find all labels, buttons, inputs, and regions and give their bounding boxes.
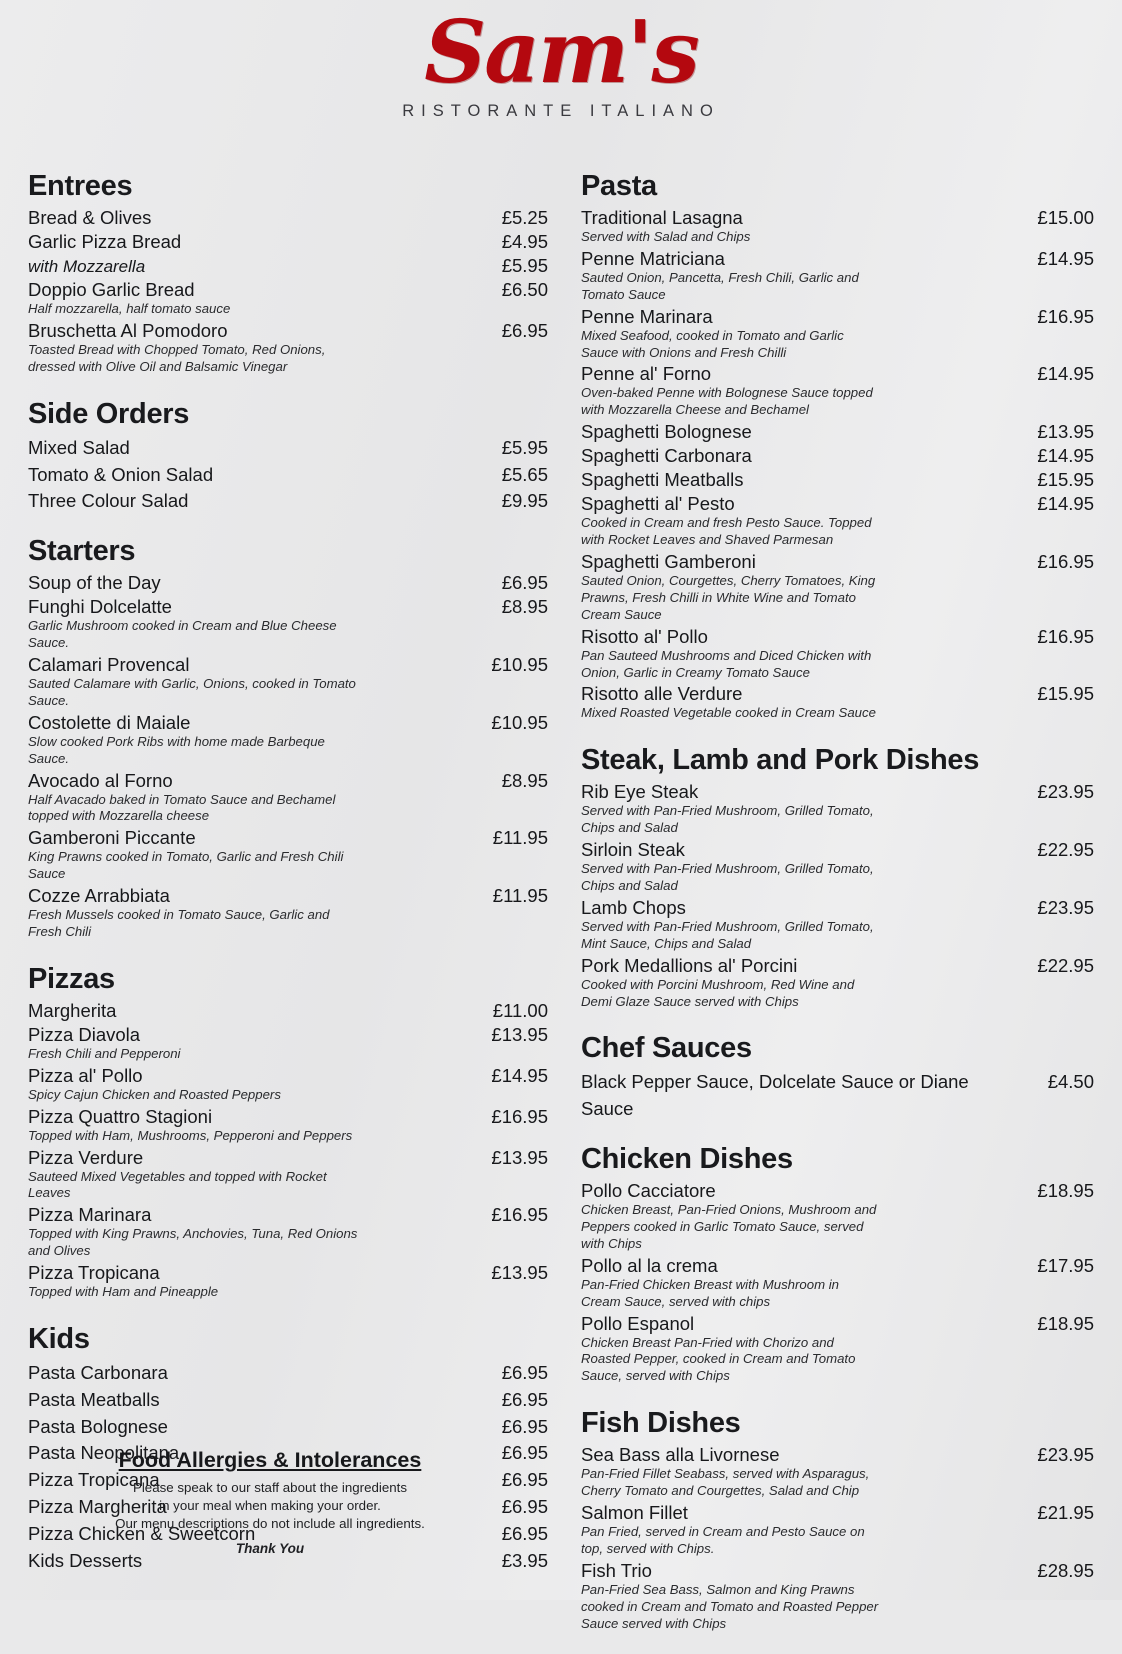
menu-item-description: Cooked with Porcini Mushroom, Red Wine and Demi Glaze Sauce served with Chips xyxy=(581,976,855,1009)
menu-item-row xyxy=(28,1360,548,1387)
menu-item-description: Sauted Calamare with Garlic, Onions, cooked in Tomato Sauce. xyxy=(28,675,356,708)
menu-item-price: £3.95 xyxy=(501,1549,548,1571)
menu-item-name: Pasta Carbonara xyxy=(28,1361,168,1383)
menu-item-name: Pollo Cacciatore xyxy=(581,1180,716,1202)
menu-item-name: Pizza Tropicana xyxy=(28,1262,160,1284)
menu-item-row xyxy=(581,207,1094,229)
menu-item-price: £16.95 xyxy=(1037,305,1094,327)
menu-item-name: Pollo Espanol xyxy=(581,1312,695,1334)
allergy-line-2: in your meal when making your order. xyxy=(159,1497,381,1513)
menu-item-name: Pizza Tropicana xyxy=(28,1469,160,1491)
menu-item-description: Half Avacado baked in Tomato Sauce and Bechamel topped with Mozzarella cheese xyxy=(28,791,336,824)
section-spacer xyxy=(581,724,1094,744)
menu-item xyxy=(581,1069,1094,1123)
menu-item-name: Funghi Dolcelatte xyxy=(28,596,172,618)
menu-item-row xyxy=(581,1255,1094,1277)
menu-item xyxy=(28,827,548,883)
menu-item-row xyxy=(581,1180,1094,1202)
section-title: Chicken Dishes xyxy=(581,1143,793,1176)
menu-item-description: Oven-baked Penne with Bolognese Sauce topped with Mozzarella Cheese and Bechamel xyxy=(581,385,873,418)
menu-item-row xyxy=(28,885,548,907)
menu-item-row xyxy=(581,839,1094,861)
menu-left-column xyxy=(28,170,548,1594)
menu-item xyxy=(28,1147,548,1203)
menu-item-name: Pasta Bolognese xyxy=(28,1415,168,1437)
menu-item-price: £11.95 xyxy=(492,885,548,907)
menu-item-price: £13.95 xyxy=(491,1146,548,1168)
menu-item-description: Sauted Onion, Courgettes, Cherry Tomatoes, King Prawns, Fresh Chilli in White Wine and Tomato Cream Sauce xyxy=(581,573,876,622)
menu-item-name: Penne Matriciana xyxy=(581,247,725,269)
section-spacer xyxy=(581,1634,1094,1654)
menu-item-name: Risotto al' Pollo xyxy=(581,625,708,647)
menu-item-row xyxy=(28,654,548,676)
menu-item-row xyxy=(28,255,548,277)
menu-item-description: Pan-Fried Sea Bass, Salmon and King Prawns cooked in Cream and Tomato and Roasted Pepper Sauce served with Chips xyxy=(581,1581,879,1631)
menu-item xyxy=(28,712,548,768)
menu-item xyxy=(581,306,1094,362)
menu-item-price: £6.95 xyxy=(501,1388,548,1410)
allergy-notice xyxy=(40,1448,500,1558)
menu-item xyxy=(581,955,1094,1011)
menu-item-row xyxy=(581,1444,1094,1466)
menu-item xyxy=(581,1502,1094,1558)
menu-item xyxy=(28,462,548,489)
menu-item-row xyxy=(28,488,548,515)
menu-item-name: Black Pepper Sauce, Dolcelate Sauce or Diane Sauce xyxy=(581,1071,969,1120)
menu-item-name: Gamberoni Piccante xyxy=(28,827,196,849)
menu-item-row xyxy=(28,231,548,253)
menu-item xyxy=(28,596,548,652)
menu-item xyxy=(581,781,1094,837)
menu-item xyxy=(581,363,1094,419)
menu-item-description: Mixed Roasted Vegetable cooked in Cream Sauce xyxy=(581,705,876,721)
menu-item-name: with Mozzarella xyxy=(28,257,146,276)
menu-item xyxy=(581,1313,1094,1386)
menu-item xyxy=(28,1387,548,1414)
menu-item-price: £23.95 xyxy=(1037,1444,1094,1466)
menu-item xyxy=(28,654,548,710)
menu-item-row xyxy=(581,445,1094,467)
menu-item xyxy=(28,1024,548,1063)
menu-item-description: Sauted Onion, Pancetta, Fresh Chili, Garlic and Tomato Sauce xyxy=(581,269,859,302)
menu-item xyxy=(28,770,548,826)
menu-item-description: King Prawns cooked in Tomato, Garlic and Fresh Chili Sauce xyxy=(28,849,344,882)
menu-section xyxy=(28,963,548,1323)
menu-item-name: Bread & Olives xyxy=(28,207,152,228)
menu-item xyxy=(28,1262,548,1301)
menu-item xyxy=(581,421,1094,443)
menu-item xyxy=(28,207,548,229)
menu-item-price: £6.95 xyxy=(501,1361,548,1383)
menu-item xyxy=(581,897,1094,953)
menu-item xyxy=(581,626,1094,682)
menu-item-row xyxy=(28,770,548,792)
menu-item-price: £13.95 xyxy=(1037,421,1094,443)
menu-item-row xyxy=(28,1106,548,1128)
menu-item-name: Costolette di Maiale xyxy=(28,711,191,733)
menu-item-price: £13.95 xyxy=(491,1262,548,1284)
menu-item-description: Served with Pan-Fried Mushroom, Grilled Tomato, Mint Sauce, Chips and Salad xyxy=(581,918,874,951)
menu-item-list xyxy=(581,207,1094,722)
menu-item-name: Three Colour Salad xyxy=(28,490,189,512)
menu-item-name: Pasta Meatballs xyxy=(28,1388,160,1410)
section-title: Entrees xyxy=(28,170,133,202)
menu-item-price: £14.95 xyxy=(1037,363,1094,385)
menu-item-name: Spaghetti al' Pesto xyxy=(581,493,735,515)
menu-item xyxy=(581,248,1094,304)
menu-item-row xyxy=(28,827,548,849)
menu-item-name: Fish Trio xyxy=(581,1559,652,1581)
menu-item-price: £22.95 xyxy=(1037,954,1094,976)
menu-item-description: Sauteed Mixed Vegetables and topped with Rocket Leaves xyxy=(28,1168,327,1201)
menu-item-description: Garlic Mushroom cooked in Cream and Blue Cheese Sauce. xyxy=(28,618,337,651)
menu-item-price: £6.50 xyxy=(501,279,548,301)
menu-item-description: Chicken Breast, Pan-Fried Onions, Mushroom and Peppers cooked in Garlic Tomato Sauce, served with Chips xyxy=(581,1202,877,1251)
menu-item-name: Bruschetta Al Pomodoro xyxy=(28,319,228,341)
menu-item-row xyxy=(581,1502,1094,1524)
menu-item-description: Topped with Ham, Mushrooms, Pepperoni and Peppers xyxy=(28,1127,353,1143)
section-title: Starters xyxy=(28,535,136,568)
menu-item-row xyxy=(581,1560,1094,1582)
section-spacer xyxy=(581,1123,1094,1143)
section-spacer xyxy=(28,1574,548,1594)
menu-item-description: Chicken Breast Pan-Fried with Chorizo and Roasted Pepper, cooked in Cream and Tomato Sauce, served with Chips xyxy=(581,1334,856,1384)
menu-item-price: £5.65 xyxy=(501,463,548,485)
menu-item-name: Traditional Lasagna xyxy=(581,207,743,228)
menu-item-price: £10.95 xyxy=(491,711,548,733)
menu-item-price: £14.95 xyxy=(1037,247,1094,269)
allergy-thanks: Thank You xyxy=(235,1540,305,1556)
menu-item-name: Risotto alle Verdure xyxy=(581,683,743,705)
menu-item-description: Toasted Bread with Chopped Tomato, Red Onions, dressed with Olive Oil and Balsamic Vinegar xyxy=(28,341,326,374)
menu-item-description: Served with Pan-Fried Mushroom, Grilled Tomato, Chips and Salad xyxy=(581,861,874,894)
menu-item-row xyxy=(28,1024,548,1046)
menu-item-price: £11.95 xyxy=(492,827,548,849)
menu-item-name: Pizza Verdure xyxy=(28,1146,144,1168)
menu-item xyxy=(28,488,548,515)
menu-item-name: Spaghetti Meatballs xyxy=(581,469,744,491)
section-title: Fish Dishes xyxy=(581,1407,741,1440)
menu-item-price: £4.50 xyxy=(1047,1071,1094,1093)
section-spacer xyxy=(28,943,548,963)
menu-item-name: Pasta Neopolitana xyxy=(28,1442,180,1464)
allergy-title: Food Allergies & Intolerances xyxy=(118,1448,422,1472)
menu-item-row xyxy=(581,1069,1094,1123)
menu-item-description: Served with Pan-Fried Mushroom, Grilled Tomato, Chips and Salad xyxy=(581,803,874,836)
menu-item-name: Doppio Garlic Bread xyxy=(28,279,195,301)
menu-item-name: Pizza Chicken & Sweetcorn xyxy=(28,1522,256,1544)
menu-item-price: £16.95 xyxy=(491,1105,548,1127)
menu-item-row xyxy=(581,469,1094,491)
menu-item xyxy=(581,683,1094,722)
menu-item-price: £6.95 xyxy=(501,319,548,341)
menu-item-price: £5.95 xyxy=(501,436,548,458)
menu-item-price: £6.95 xyxy=(501,1522,548,1544)
menu-item-price: £8.95 xyxy=(501,769,548,791)
restaurant-logo xyxy=(0,2,1122,121)
menu-item xyxy=(581,839,1094,895)
menu-item-price: £5.25 xyxy=(501,207,548,228)
menu-item-name: Spaghetti Gamberoni xyxy=(581,551,756,573)
menu-item xyxy=(28,231,548,253)
menu-item-list xyxy=(28,207,548,376)
menu-item-row xyxy=(581,493,1094,515)
menu-item-price: £6.95 xyxy=(501,1415,548,1437)
menu-item-price: £6.95 xyxy=(501,1469,548,1491)
menu-item-name: Pizza Diavola xyxy=(28,1023,141,1045)
menu-item xyxy=(28,279,548,318)
menu-item-list xyxy=(28,435,548,515)
menu-item-row xyxy=(28,1204,548,1226)
menu-item xyxy=(581,1255,1094,1311)
section-title: Steak, Lamb and Pork Dishes xyxy=(581,744,980,777)
menu-item-description: Half mozzarella, half tomato sauce xyxy=(28,301,231,317)
menu-item-row xyxy=(28,712,548,734)
menu-item-list xyxy=(28,1000,548,1301)
menu-item-price: £23.95 xyxy=(1037,781,1094,803)
menu-item-row xyxy=(581,363,1094,385)
menu-item-price: £13.95 xyxy=(491,1023,548,1045)
menu-item-name: Spaghetti Bolognese xyxy=(581,421,752,443)
menu-item-name: Soup of the Day xyxy=(28,572,161,594)
logo-wordmark: Sam's xyxy=(424,2,698,103)
menu-item-name: Tomato & Onion Salad xyxy=(28,463,214,485)
menu-item-price: £8.95 xyxy=(501,596,548,618)
menu-section xyxy=(28,170,548,398)
section-title: Pasta xyxy=(581,170,657,202)
menu-item-description: Fresh Mussels cooked in Tomato Sauce, Garlic and Fresh Chili xyxy=(28,907,330,939)
menu-item-name: Pork Medallions al' Porcini xyxy=(581,954,798,976)
menu-item xyxy=(28,1106,548,1145)
menu-item-list xyxy=(581,1444,1094,1632)
menu-item-name: Lamb Chops xyxy=(581,896,686,918)
menu-item-price: £9.95 xyxy=(501,490,548,512)
menu-section xyxy=(581,1143,1094,1407)
section-spacer xyxy=(581,1012,1094,1032)
menu-item-row xyxy=(28,1262,548,1284)
menu-item-name: Rib Eye Steak xyxy=(581,781,699,803)
section-spacer xyxy=(28,378,548,398)
section-title: Pizzas xyxy=(28,962,115,995)
menu-item-price: £6.95 xyxy=(501,1496,548,1518)
menu-item-row xyxy=(581,683,1094,705)
menu-item-price: £15.95 xyxy=(1037,469,1094,491)
menu-item xyxy=(581,493,1094,549)
menu-item-row xyxy=(581,626,1094,648)
menu-item-row xyxy=(28,207,548,229)
allergy-line-3: Our menu descriptions do not include all ingredients. xyxy=(115,1515,425,1531)
menu-item-price: £14.95 xyxy=(491,1064,548,1086)
menu-item-price: £6.95 xyxy=(501,1442,548,1464)
menu-item-price: £18.95 xyxy=(1037,1312,1094,1334)
menu-item-row xyxy=(581,421,1094,443)
menu-item-row xyxy=(28,320,548,342)
menu-item xyxy=(28,320,548,376)
menu-item-price: £6.95 xyxy=(501,572,548,594)
menu-item-name: Penne al' Forno xyxy=(581,363,712,385)
menu-item xyxy=(581,1444,1094,1500)
menu-item-row xyxy=(581,306,1094,328)
section-title: Side Orders xyxy=(28,397,190,430)
section-title: Chef Sauces xyxy=(581,1032,752,1065)
menu-item-row xyxy=(581,248,1094,270)
menu-item-name: Spaghetti Carbonara xyxy=(581,445,752,467)
menu-item-price: £28.95 xyxy=(1037,1559,1094,1581)
menu-item-description: Pan Sauteed Mushrooms and Diced Chicken with Onion, Garlic in Creamy Tomato Sauce xyxy=(581,647,872,680)
menu-item xyxy=(28,1414,548,1441)
menu-item-row xyxy=(28,572,548,594)
menu-item-description: Pan-Fried Fillet Seabass, served with Asparagus, Cherry Tomato and Courgettes, Salad and Chip xyxy=(581,1466,870,1499)
menu-item-price: £15.00 xyxy=(1037,207,1094,228)
menu-section xyxy=(28,535,548,963)
menu-item-description: Topped with Ham and Pineapple xyxy=(28,1284,219,1300)
menu-item-name: Salmon Fillet xyxy=(581,1502,688,1524)
menu-item-name: Penne Marinara xyxy=(581,305,713,327)
menu-item-description: Fresh Chili and Pepperoni xyxy=(28,1045,181,1061)
menu-item-price: £16.95 xyxy=(1037,551,1094,573)
menu-item-description: Pan Fried, served in Cream and Pesto Sauce on top, served with Chips. xyxy=(581,1524,865,1556)
menu-item-row xyxy=(581,1313,1094,1335)
menu-section xyxy=(581,744,1094,1032)
menu-item-row xyxy=(28,1065,548,1087)
menu-item-name: Pizza Quattro Stagioni xyxy=(28,1105,213,1127)
menu-item-row xyxy=(581,551,1094,573)
menu-item-row xyxy=(581,897,1094,919)
menu-item-name: Cozze Arrabbiata xyxy=(28,885,170,907)
menu-item-row xyxy=(28,596,548,618)
section-spacer xyxy=(581,1387,1094,1407)
menu-item xyxy=(581,469,1094,491)
menu-item-price: £16.95 xyxy=(491,1204,548,1226)
menu-item-name: Pizza Marinara xyxy=(28,1204,152,1226)
menu-item-price: £4.95 xyxy=(501,231,548,252)
logo-tagline: RISTORANTE ITALIANO xyxy=(402,102,720,120)
menu-item-list xyxy=(581,1069,1094,1123)
menu-item xyxy=(28,1000,548,1022)
menu-item-price: £16.95 xyxy=(1037,625,1094,647)
menu-item-name: Kids Desserts xyxy=(28,1549,143,1571)
section-title: Kids xyxy=(28,1322,90,1355)
menu-item xyxy=(28,1065,548,1104)
menu-item-price: £22.95 xyxy=(1037,839,1094,861)
menu-item xyxy=(581,445,1094,467)
menu-section xyxy=(581,170,1094,744)
menu-section xyxy=(581,1407,1094,1654)
menu-item-row xyxy=(28,1387,548,1414)
menu-item-name: Calamari Provencal xyxy=(28,653,190,675)
menu-item xyxy=(28,435,548,462)
menu-item-row xyxy=(28,435,548,462)
menu-item-list xyxy=(28,572,548,941)
menu-item-description: Topped with King Prawns, Anchovies, Tuna, Red Onions and Olives xyxy=(28,1226,358,1259)
menu-item-row xyxy=(28,1414,548,1441)
menu-item-price: £5.95 xyxy=(501,255,548,276)
menu-item-name: Sea Bass alla Livornese xyxy=(581,1444,780,1466)
menu-item-price: £21.95 xyxy=(1037,1502,1094,1524)
menu-right-column xyxy=(581,170,1094,1654)
menu-item-price: £23.95 xyxy=(1037,896,1094,918)
menu-item xyxy=(28,1360,548,1387)
menu-section xyxy=(28,398,548,535)
menu-item-name: Pizza al' Pollo xyxy=(28,1064,143,1086)
menu-item-description: Served with Salad and Chips xyxy=(581,229,751,244)
menu-item xyxy=(28,255,548,277)
menu-section xyxy=(581,1032,1094,1143)
menu-item-price: £17.95 xyxy=(1037,1254,1094,1276)
menu-item-name: Garlic Pizza Bread xyxy=(28,231,182,252)
menu-item xyxy=(28,885,548,941)
section-spacer xyxy=(28,515,548,535)
menu-item-row xyxy=(28,1000,548,1022)
menu-item-description: Spicy Cajun Chicken and Roasted Peppers xyxy=(28,1086,281,1102)
menu-item-name: Margherita xyxy=(28,999,117,1021)
section-spacer xyxy=(28,1303,548,1323)
menu-item-row xyxy=(28,1147,548,1169)
menu-item-list xyxy=(581,1180,1094,1385)
menu-item-description: Mixed Seafood, cooked in Tomato and Garlic Sauce with Onions and Fresh Chilli xyxy=(581,327,844,360)
menu-item-name: Pizza Margherita xyxy=(28,1496,167,1518)
menu-item-row xyxy=(28,279,548,301)
menu-item-name: Mixed Salad xyxy=(28,436,130,458)
menu-item-name: Avocado al Forno xyxy=(28,769,173,791)
menu-item xyxy=(28,1204,548,1260)
menu-item-description: Slow cooked Pork Ribs with home made Barbeque Sauce. xyxy=(28,733,325,766)
menu-item-name: Pollo al la crema xyxy=(581,1254,718,1276)
menu-item-price: £14.95 xyxy=(1037,493,1094,515)
menu-item-price: £11.00 xyxy=(492,999,548,1021)
menu-item xyxy=(28,572,548,594)
menu-item-price: £15.95 xyxy=(1037,683,1094,705)
menu-item-row xyxy=(581,781,1094,803)
menu-item-description: Cooked in Cream and fresh Pesto Sauce. Topped with Rocket Leaves and Shaved Parmesan xyxy=(581,515,872,548)
menu-item-name: Sirloin Steak xyxy=(581,839,685,861)
menu-item xyxy=(581,1180,1094,1253)
menu-item xyxy=(581,551,1094,624)
menu-item xyxy=(581,207,1094,246)
menu-item-row xyxy=(581,955,1094,977)
menu-item-price: £10.95 xyxy=(491,653,548,675)
menu-item-price: £14.95 xyxy=(1037,445,1094,467)
menu-item-price: £18.95 xyxy=(1037,1180,1094,1202)
allergy-line-1: Please speak to our staff about the ingredients xyxy=(132,1480,407,1495)
menu-item-list xyxy=(581,781,1094,1010)
menu-item xyxy=(581,1560,1094,1633)
menu-item-row xyxy=(28,462,548,489)
menu-item-description: Pan-Fried Chicken Breast with Mushroom in Cream Sauce, served with chips xyxy=(581,1276,839,1309)
